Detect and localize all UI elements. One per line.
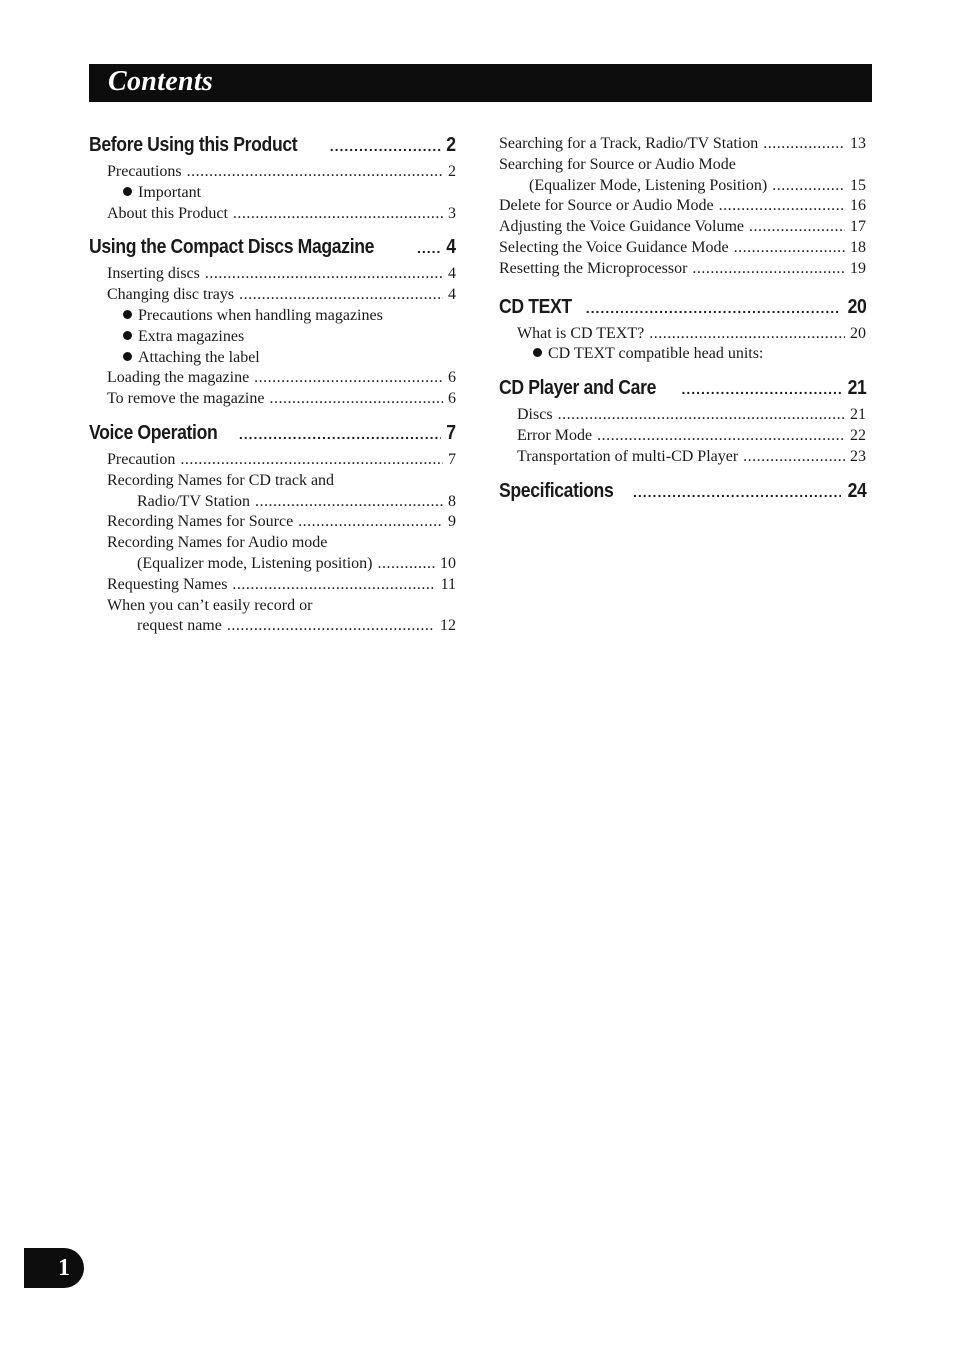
bullet-icon [123, 352, 132, 361]
toc-entries [89, 162, 456, 224]
dot-leader [763, 134, 845, 155]
toc-entry-page: 21 [850, 406, 866, 424]
toc-entry-page: 13 [850, 135, 866, 152]
dot-leader [417, 240, 441, 256]
dot-leader [681, 381, 840, 397]
toc-entry-page: 15 [850, 176, 866, 194]
toc-entry-line: Recording Names for Audio mode [107, 534, 328, 552]
dot-leader [649, 324, 845, 345]
toc-bullet-text: Extra magazines [138, 327, 245, 345]
toc-entry-title: What is CD TEXT? [517, 324, 645, 342]
toc-section-heading[interactable] [89, 236, 456, 264]
toc-entry-title: (Equalizer mode, Listening position) [137, 554, 373, 572]
toc-entry-page: 6 [448, 390, 456, 408]
toc-section-heading[interactable] [89, 134, 456, 162]
toc-entry-page: 18 [850, 238, 866, 256]
toc-entry-page: 9 [448, 513, 456, 531]
toc-entry-page: 19 [850, 259, 866, 277]
toc-entry[interactable] [89, 368, 456, 389]
toc-entry[interactable] [499, 405, 866, 426]
toc-entry-line: When you can’t easily record or [107, 596, 313, 614]
dot-leader [233, 204, 443, 225]
section-page: 20 [847, 295, 866, 318]
dot-leader [330, 138, 442, 154]
toc-entry-page: 22 [850, 426, 866, 444]
toc-section-heading[interactable] [499, 296, 866, 324]
toc-bullet-text: Attaching the label [138, 348, 260, 366]
section-title: Voice Operation [89, 421, 218, 444]
dot-leader [232, 575, 435, 596]
toc-entry-title: Resetting the Microprocessor [499, 259, 688, 277]
toc-bullet-item[interactable] [89, 183, 456, 204]
toc-entries [481, 134, 866, 280]
dot-leader [692, 259, 845, 280]
toc-entry[interactable] [89, 204, 456, 225]
toc-entry-page: 16 [850, 197, 866, 215]
toc-entry-title: Changing disc trays [107, 286, 235, 304]
toc-entry-title: Radio/TV Station [137, 492, 251, 510]
toc-entry-title: Error Mode [517, 426, 593, 444]
toc-entry-line: Recording Names for CD track and [107, 471, 335, 489]
dot-leader [743, 447, 845, 468]
toc-entry[interactable] [89, 450, 456, 471]
toc-entry-page: 6 [448, 369, 456, 387]
toc-entry-page: 4 [448, 265, 456, 283]
toc-entry[interactable] [481, 196, 866, 217]
toc-entry[interactable] [499, 426, 866, 447]
toc-entry[interactable] [89, 512, 456, 533]
toc-entry-title: Discs [517, 406, 553, 424]
toc-entry-title: Selecting the Voice Guidance Mode [499, 238, 729, 256]
toc-bullet-text: Important [138, 183, 202, 201]
section-title: Using the Compact Discs Magazine [89, 236, 375, 259]
toc-section [89, 422, 456, 637]
toc-entry-page: 3 [448, 204, 456, 222]
toc-entry-page: 10 [440, 554, 456, 572]
toc-bullet-text: Precautions when handling magazines [138, 306, 383, 324]
toc-section [89, 236, 456, 410]
bullet-icon [123, 310, 132, 319]
dot-leader [772, 176, 845, 197]
section-page: 4 [446, 236, 456, 259]
toc-entry-title: Delete for Source or Audio Mode [499, 197, 714, 215]
toc-entry-page: 8 [448, 492, 456, 510]
toc-entry-title: Recording Names for Source [107, 513, 294, 531]
toc-entry[interactable] [89, 616, 456, 637]
toc-entries [89, 264, 456, 410]
dot-leader [187, 162, 443, 183]
dot-leader [180, 450, 443, 471]
section-title: CD TEXT [499, 295, 572, 318]
dot-leader [586, 300, 841, 316]
dot-leader [205, 264, 443, 285]
toc-entry[interactable] [481, 176, 866, 197]
toc-entry-page: 2 [448, 163, 456, 180]
dot-leader [227, 616, 435, 637]
dot-leader [239, 426, 441, 442]
dot-leader [255, 492, 443, 513]
toc-entries [499, 405, 866, 467]
toc-entry-line: Searching for Source or Audio Mode [499, 155, 736, 173]
dot-leader [719, 196, 845, 217]
toc-left-column [89, 134, 456, 637]
page-title: Contents [108, 66, 214, 97]
dot-leader [633, 484, 841, 500]
contents-header-bar [89, 64, 872, 102]
dot-leader [239, 285, 443, 306]
page-number: 1 [58, 1255, 70, 1281]
toc-entry-title: Requesting Names [107, 575, 228, 593]
toc-bullet-item[interactable] [89, 348, 456, 369]
toc-entry[interactable] [89, 492, 456, 513]
toc-bullet-item[interactable] [89, 306, 456, 327]
toc-entry-title: Searching for a Track, Radio/TV Station [499, 135, 759, 152]
section-title: Specifications [499, 479, 614, 502]
toc-bullet-text: CD TEXT compatible head units: [548, 345, 764, 363]
section-page: 7 [446, 421, 456, 444]
toc-entries [89, 450, 456, 637]
toc-entry-title: Transportation of multi-CD Player [517, 447, 739, 465]
toc-bullet-item[interactable] [89, 327, 456, 348]
toc-entry[interactable] [499, 324, 866, 345]
section-page: 24 [847, 479, 866, 502]
toc-entry[interactable] [481, 238, 866, 259]
toc-entry[interactable] [481, 217, 866, 238]
toc-bullet-item[interactable] [499, 344, 866, 365]
section-page: 2 [446, 134, 456, 156]
toc-section-heading[interactable] [499, 480, 866, 508]
dot-leader [254, 368, 443, 389]
section-title: Before Using this Product [89, 134, 298, 156]
toc-entry-title: To remove the magazine [107, 390, 265, 408]
toc-entry-page: 7 [448, 450, 456, 468]
toc-section-heading[interactable] [499, 377, 866, 405]
toc-entry-page: 20 [850, 324, 866, 342]
dot-leader [378, 554, 436, 575]
toc-entry-page: 17 [850, 218, 866, 236]
toc-entry-title: Precaution [107, 450, 176, 468]
toc-entry[interactable] [499, 447, 866, 468]
toc-entry[interactable] [89, 162, 456, 183]
dot-leader [298, 512, 443, 533]
dot-leader [597, 426, 845, 447]
dot-leader [558, 405, 845, 426]
toc-entry-title: Adjusting the Voice Guidance Volume [499, 218, 745, 236]
toc-right-column [499, 134, 866, 508]
page-number-tab [24, 1248, 84, 1288]
toc-entry[interactable] [481, 134, 866, 155]
bullet-icon [533, 348, 542, 357]
toc-entry[interactable] [89, 285, 456, 306]
toc-entry[interactable] [89, 389, 456, 410]
dot-leader [734, 238, 845, 259]
toc-entry-page: 23 [850, 447, 866, 465]
toc-entry-title: Loading the magazine [107, 369, 250, 387]
toc-entry[interactable] [89, 264, 456, 285]
toc-entry-page: 4 [448, 286, 456, 304]
bullet-icon [123, 331, 132, 340]
toc-entry[interactable] [89, 554, 456, 575]
toc-section [499, 377, 866, 467]
dot-leader [269, 389, 443, 410]
bullet-icon [123, 187, 132, 196]
toc-section [89, 134, 456, 224]
toc-entries [499, 324, 866, 366]
toc-entry-page: 12 [440, 617, 456, 635]
toc-entry[interactable] [481, 259, 866, 280]
section-page: 21 [847, 377, 866, 400]
toc-entry[interactable] [89, 575, 456, 596]
toc-entry-title: About this Product [107, 204, 228, 222]
toc-entry-title: Precautions [107, 163, 182, 180]
toc-entry-title: Inserting discs [107, 265, 200, 283]
dot-leader [749, 217, 845, 238]
toc-section [499, 480, 866, 508]
toc-entry-page: 11 [440, 575, 456, 593]
section-title: CD Player and Care [499, 377, 657, 400]
toc-entry-title: request name [137, 617, 222, 635]
toc-section [499, 296, 866, 366]
toc-section-heading[interactable] [89, 422, 456, 450]
toc-entry-title: (Equalizer Mode, Listening Position) [529, 176, 768, 194]
